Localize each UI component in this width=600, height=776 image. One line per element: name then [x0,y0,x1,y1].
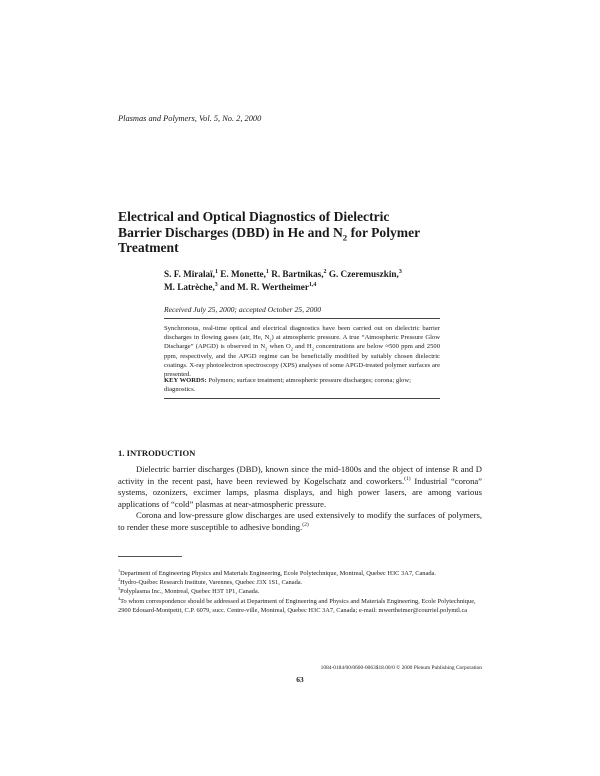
footnote: $^2$Hydro-Québec Research Institute, Varennes, Quebec J3X 1S1, Canada. [118,577,303,587]
footnotes [118,569,482,615]
footnote: $^1$Department of Engineering Physics and Materials Engineering, Ecole Polytechnique, Montreal, Quebec H3C 3A7, Canada. [118,567,436,577]
page-number: 63 [296,675,304,684]
keywords-text: Polymers; surface treatment; atmospheric pressure discharges; corona; glow; diagnostics. [164,377,411,394]
abstract: Synchronous, real-time optical and electrical diagnostics have been carried out on dielectric barrier discharges in flowing gases (air, He, $N_2$) at atmospheric pressure. A true “Atmospheric Pressure Glow Discharge” (APGD) is observed in $N_2$ when $O_2$ and $H_2$ concentrations are below ≈500 ppm and 2500 ppm, respectively, and the APGD regime can be beneficially modified by suitably chosen dielectric coatings. X-ray photoelectron spectroscopy (XPS) analyses of some APGD-treated polymer surfaces are presented. [164,325,440,379]
footnote-rule [118,556,182,557]
abstract-bottom-rule [164,398,440,399]
body-paragraph: Dielectric barrier discharges (DBD), known since the mid-1800s and the object of intense R and D activity in the recent past, have been reviewed by Kogelschatz and coworkers.$^{(1)}$ Industrial “corona” systems, ozonizers, excimer lamps, plasma displays, and high power lasers, are among various applications of “cold” plasmas at near-atmospheric pressure. [118,464,482,509]
journal-header: Plasmas and Polymers, Vol. 5, No. 2, 2000 [118,114,262,123]
paper-title [118,209,448,256]
abstract-top-rule [164,318,440,319]
received-dates: Received July 25, 2000; accepted October 25, 2000 [164,305,322,314]
footnote: $^3$Polyplasma Inc., Montreal, Quebec H3T 1P1, Canada. [118,586,260,596]
body-text [118,464,482,534]
title-line-3: Treatment [118,240,179,256]
footnote: $^4$To whom correspondence should be addressed at Department of Engineering and Physics and Materials Engineering, Ecole Polytechnique, 2900 Edouard-Montpetit, C.P. 6079, succ. Centre-ville, Montreal, Quebec H3C 3A7, Canada; e-mail: mwertheimer@courriel.polymtl.ca [118,595,476,614]
body-paragraph: Corona and low-pressure glow discharges are used extensively to modify the surfaces of polymers, to render these more susceptible to adhesive bonding.$^{(2)}$ [118,510,482,532]
keywords [164,376,440,394]
section-heading: 1. INTRODUCTION [118,448,196,458]
author-list: S. F. Miralaï,$^1$ E. Monette,$^1$ R. Bartnikas,$^2$ G. Czeremuszkin,$^3$ M. Latrèche,$^3$ and M. R. Wertheimer$^{1,4}$ [164,268,402,292]
copyright-line: 1084-0184/00/0600-0063$18.00/0 © 2000 Plenum Publishing Corporation [320,665,482,671]
keywords-label: KEY WORDS: [164,377,207,384]
title-line-2: Barrier Discharges (DBD) in He and $N_2$ for Polymer [118,224,421,243]
title-line-1: Electrical and Optical Diagnostics of Dielectric [118,209,390,224]
